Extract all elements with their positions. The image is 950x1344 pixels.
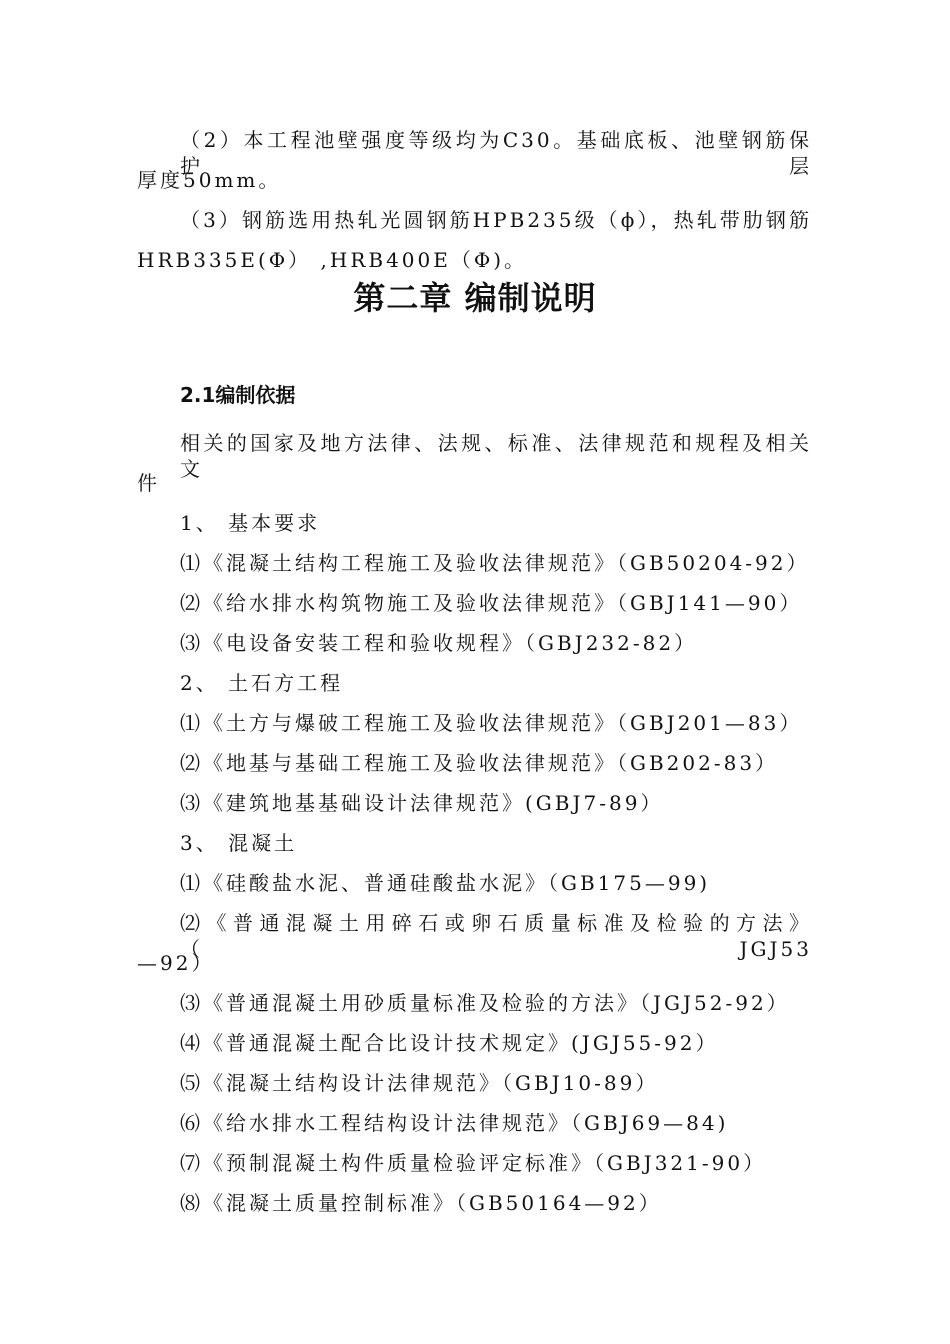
section-title: 2.1编制依据 xyxy=(180,383,296,407)
paragraph-2-line-2: 厚度50mm。 xyxy=(137,168,282,192)
list-item: ⑵《给水排水构筑物施工及验收法律规范》（GBJ141—90） xyxy=(180,591,803,615)
list-item-continuation: —92） xyxy=(137,951,215,975)
intro-line-1: 相关的国家及地方法律、法规、标准、法律规范和规程及相关文 xyxy=(180,431,812,481)
list-item: ⑷《普通混凝土配合比设计技术规定》(JGJ55-92） xyxy=(180,1031,719,1055)
list-item: ⑵《地基与基础工程施工及验收法律规范》（GB202-83） xyxy=(180,751,779,775)
list-item: ⑶《电设备安装工程和验收规程》（GBJ232-82） xyxy=(180,631,698,655)
list-item: ⑵《普通混凝土用碎石或卵石质量标准及检验的方法》（JGJ53 xyxy=(180,911,812,961)
chapter-title: 第二章 编制说明 xyxy=(353,279,597,317)
group-heading: 3、 混凝土 xyxy=(180,831,298,855)
list-item: ⑺《预制混凝土构件质量检验评定标准》（GBJ321-90） xyxy=(180,1151,767,1175)
list-item: ⑸《混凝土结构设计法律规范》（GBJ10-89） xyxy=(180,1071,659,1095)
list-item: ⑹《给水排水工程结构设计法律规范》（GBJ69—84) xyxy=(180,1111,729,1135)
list-item: ⑴《土方与爆破工程施工及验收法律规范》（GBJ201—83） xyxy=(180,711,803,735)
list-item: ⑶《普通混凝土用砂质量标准及检验的方法》（JGJ52-92） xyxy=(180,991,790,1015)
list-item: ⑴《混凝土结构工程施工及验收法律规范》（GB50204-92） xyxy=(180,551,810,575)
list-item: ⑶《建筑地基基础设计法律规范》(GBJ7-89） xyxy=(180,791,664,815)
list-item: ⑴《硅酸盐水泥、普通硅酸盐水泥》（GB175—99) xyxy=(180,871,711,895)
paragraph-3-line-2: HRB335E(Φ） ,HRB400E（Φ)。 xyxy=(137,248,528,272)
paragraph-2-line-1: （2）本工程池壁强度等级均为C30。基础底板、池壁钢筋保护层 xyxy=(180,128,812,178)
group-heading: 2、 土石方工程 xyxy=(180,671,344,695)
list-item: ⑻《混凝土质量控制标准》（GB50164—92） xyxy=(180,1191,662,1215)
intro-line-2: 件 xyxy=(137,471,160,495)
group-heading: 1、 基本要求 xyxy=(180,511,321,535)
paragraph-3-line-1: （3）钢筋选用热轧光圆钢筋HPB235级（ϕ），热轧带肋钢筋 xyxy=(180,208,812,232)
